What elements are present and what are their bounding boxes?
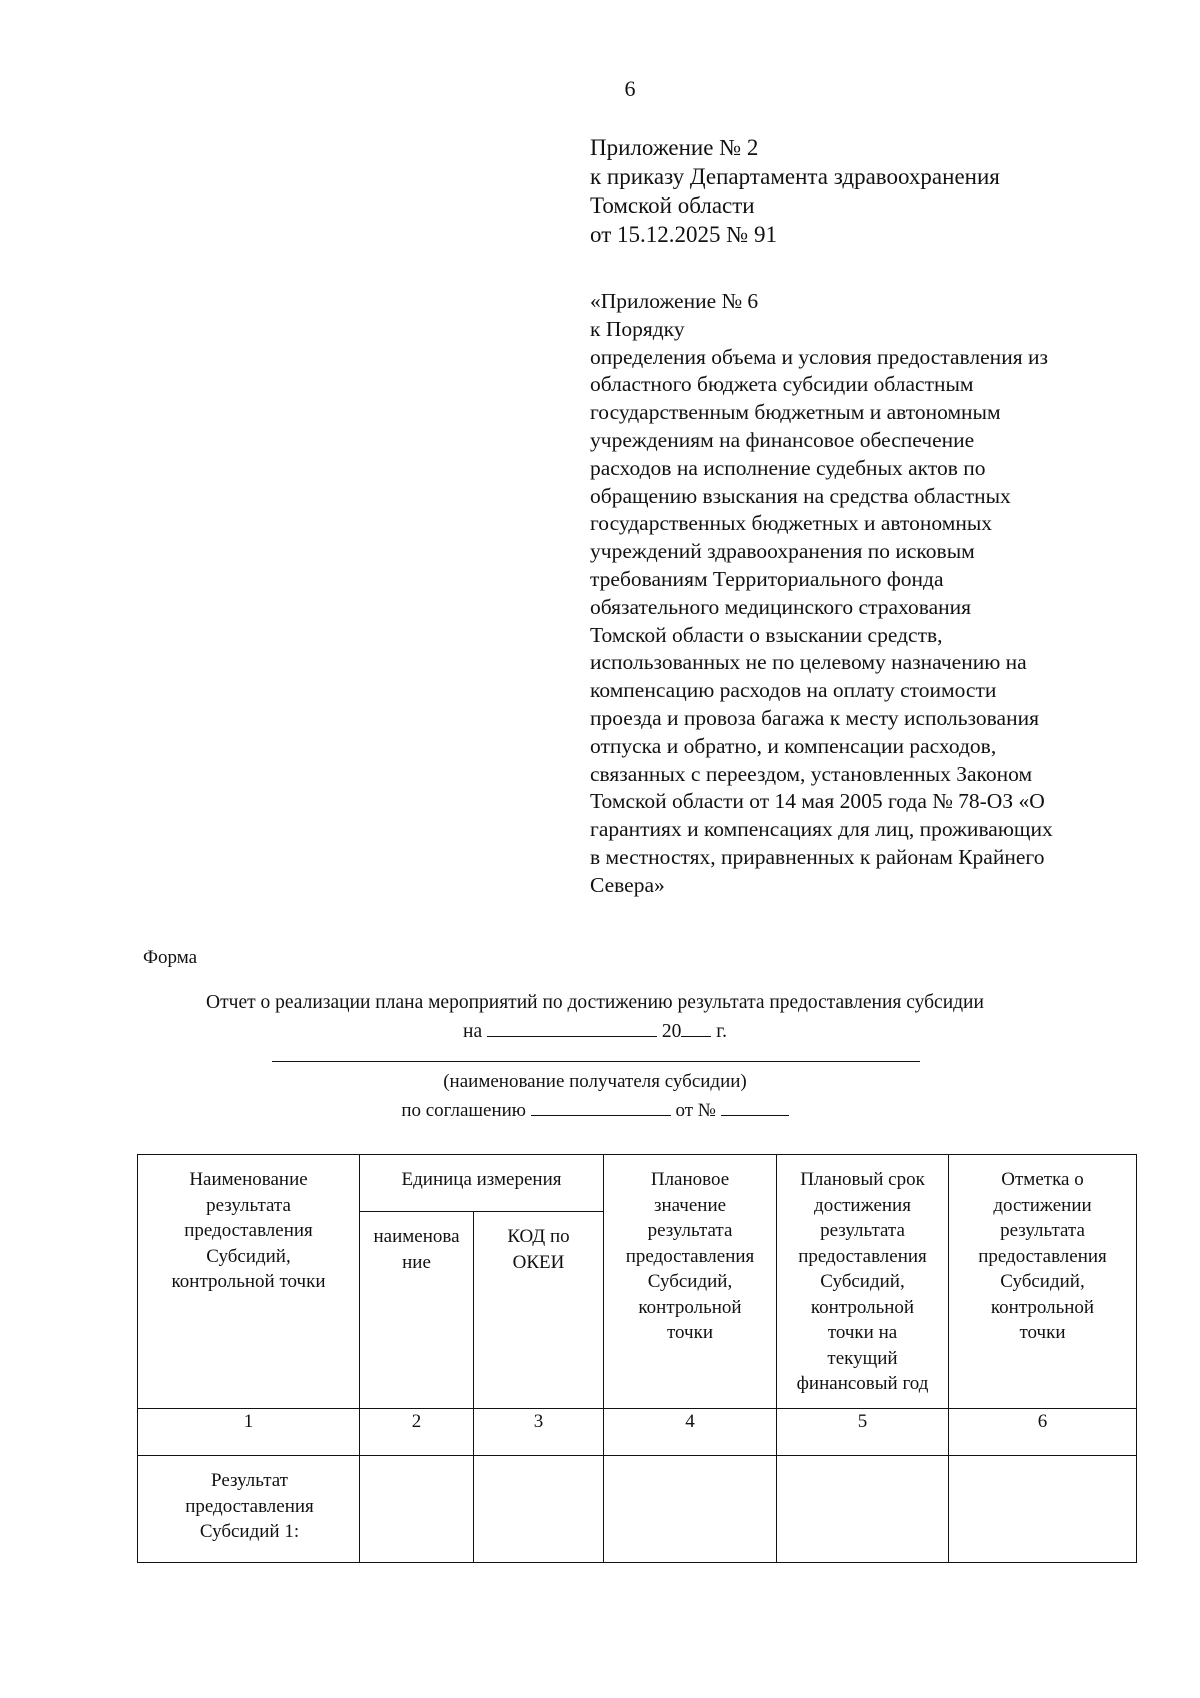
- header-line: точки на: [827, 1322, 898, 1343]
- column-number: 3: [474, 1409, 604, 1456]
- order-line: связанных с переездом, установленных Законом: [590, 761, 1033, 786]
- order-line: расходов на исполнение судебных актов по: [590, 455, 986, 480]
- year-blank-field[interactable]: [681, 1018, 711, 1037]
- header-line: достижении: [993, 1194, 1092, 1216]
- header-line: значение: [653, 1194, 727, 1216]
- order-line: Севера»: [590, 872, 665, 897]
- date-suffix: г.: [716, 1021, 727, 1042]
- agreement-blank-field[interactable]: [531, 1097, 671, 1116]
- order-line: проезда и провоза багажа к месту использования: [590, 705, 1039, 730]
- header-line: Субсидий,: [1000, 1271, 1085, 1292]
- header-line: результата: [206, 1194, 291, 1216]
- header-line: предоставления: [184, 1220, 313, 1241]
- header-line: Субсидий,: [206, 1245, 291, 1267]
- order-line: гарантиях и компенсациях для лиц, проживающих: [590, 817, 1053, 842]
- appendix-header: [590, 133, 1150, 249]
- table-cell-achievement-mark[interactable]: [949, 1456, 1137, 1563]
- header-line: результата: [647, 1220, 733, 1241]
- header-planned-value: [604, 1155, 777, 1409]
- header-line: контрольной: [638, 1296, 742, 1318]
- table-row: [138, 1456, 1137, 1563]
- header-line: наименова: [373, 1226, 460, 1247]
- order-line: государственных бюджетных и автономных: [590, 511, 993, 536]
- form-label: Форма: [143, 947, 198, 968]
- date-year: 20: [661, 1021, 682, 1042]
- header-line: контрольной точки: [171, 1271, 326, 1292]
- order-appendix-header: [590, 288, 1150, 900]
- report-date-line: [0, 1018, 1190, 1043]
- order-line: учреждениям на финансовое обеспечение: [590, 427, 975, 452]
- header-planned-deadline: [777, 1155, 949, 1409]
- order-line: отпуска и обратно, и компенсации расходов,: [590, 733, 997, 758]
- header-unit-group: Единица измерения: [360, 1155, 604, 1212]
- header-line: точки: [666, 1322, 713, 1343]
- row-label-line: Результат: [211, 1470, 288, 1491]
- report-table: [137, 1154, 1137, 1563]
- header-line: Плановый срок: [800, 1169, 925, 1190]
- order-line: обязательного медицинского страхования: [590, 594, 972, 619]
- column-number: 1: [138, 1409, 360, 1456]
- agreement-number-label: от №: [675, 1100, 716, 1121]
- header-line: предоставления: [798, 1245, 927, 1267]
- header-line: результата: [1000, 1220, 1085, 1241]
- header-line: Субсидий,: [820, 1271, 905, 1292]
- table-cell-planned-deadline[interactable]: [777, 1456, 949, 1563]
- order-line: государственным бюджетным и автономным: [590, 400, 1001, 425]
- row-label-line: предоставления: [185, 1495, 314, 1517]
- row-label-cell: [138, 1456, 360, 1563]
- order-line: требованиям Территориального фонда: [590, 566, 944, 591]
- row-label-line: Субсидий 1:: [199, 1521, 300, 1542]
- order-line: в местностях, приравненных к районам Крайнего: [590, 844, 1045, 869]
- column-number: 5: [777, 1409, 949, 1456]
- column-number: 4: [604, 1409, 777, 1456]
- order-line: учреждений здравоохранения по исковым: [590, 539, 975, 564]
- table-cell-planned-value[interactable]: [604, 1456, 777, 1563]
- order-line: использованных не по целевому назначению на: [590, 650, 1027, 675]
- order-line: к Порядку: [590, 316, 685, 341]
- appendix-line: Томской области: [590, 193, 755, 218]
- header-line: Плановое: [650, 1169, 730, 1190]
- order-line: определения объема и условия предоставления из: [590, 344, 1048, 369]
- header-unit-code: [474, 1212, 604, 1409]
- order-line: Томской области от 14 мая 2005 года № 78-ОЗ «О: [590, 789, 1045, 814]
- column-number: 6: [949, 1409, 1137, 1456]
- column-number: 2: [360, 1409, 474, 1456]
- header-line: Отметка о: [1001, 1169, 1084, 1190]
- header-line: результата: [820, 1220, 905, 1241]
- header-line: ние: [402, 1251, 431, 1273]
- header-line: Субсидий,: [647, 1271, 733, 1292]
- header-line: контрольной: [810, 1296, 915, 1318]
- header-line: контрольной: [990, 1296, 1095, 1318]
- page-number: 6: [624, 76, 636, 101]
- recipient-caption: (наименование получателя субсидии): [443, 1071, 747, 1092]
- order-line: компенсацию расходов на оплату стоимости: [590, 678, 997, 703]
- agreement-number-blank-field[interactable]: [721, 1097, 789, 1116]
- header-line: предоставления: [978, 1245, 1107, 1267]
- agreement-prefix: по соглашению: [401, 1100, 526, 1121]
- header-line: точки: [1019, 1322, 1066, 1343]
- header-line: текущий: [827, 1347, 898, 1369]
- appendix-line: от 15.12.2025 № 91: [590, 222, 777, 247]
- header-unit-name: [360, 1212, 474, 1409]
- header-line: предоставления: [625, 1245, 755, 1267]
- report-title: Отчет о реализации плана мероприятий по достижению результата предоставления субсидии: [206, 992, 984, 1013]
- date-blank-field[interactable]: [487, 1018, 657, 1037]
- order-line: обращению взыскания на средства областных: [590, 483, 1011, 508]
- order-line: областного бюджета субсидии областным: [590, 372, 974, 397]
- header-line: ОКЕИ: [512, 1251, 565, 1273]
- table-cell-unit-code[interactable]: [474, 1456, 604, 1563]
- header-result-name: [138, 1155, 360, 1409]
- header-achievement-mark: [949, 1155, 1137, 1409]
- date-prefix: на: [463, 1021, 483, 1042]
- order-line: Томской области о взыскании средств,: [590, 622, 943, 647]
- header-line: финансовый год: [796, 1373, 929, 1394]
- agreement-line: [0, 1097, 1190, 1122]
- header-line: достижения: [814, 1194, 911, 1216]
- appendix-line: Приложение № 2: [590, 135, 759, 160]
- header-line: КОД по: [507, 1226, 570, 1247]
- recipient-blank-field[interactable]: [272, 1061, 920, 1062]
- appendix-line: к приказу Департамента здравоохранения: [590, 164, 1000, 189]
- order-line: «Приложение № 6: [590, 289, 759, 313]
- header-line: Наименование: [189, 1169, 308, 1190]
- table-cell-unit-name[interactable]: [360, 1456, 474, 1563]
